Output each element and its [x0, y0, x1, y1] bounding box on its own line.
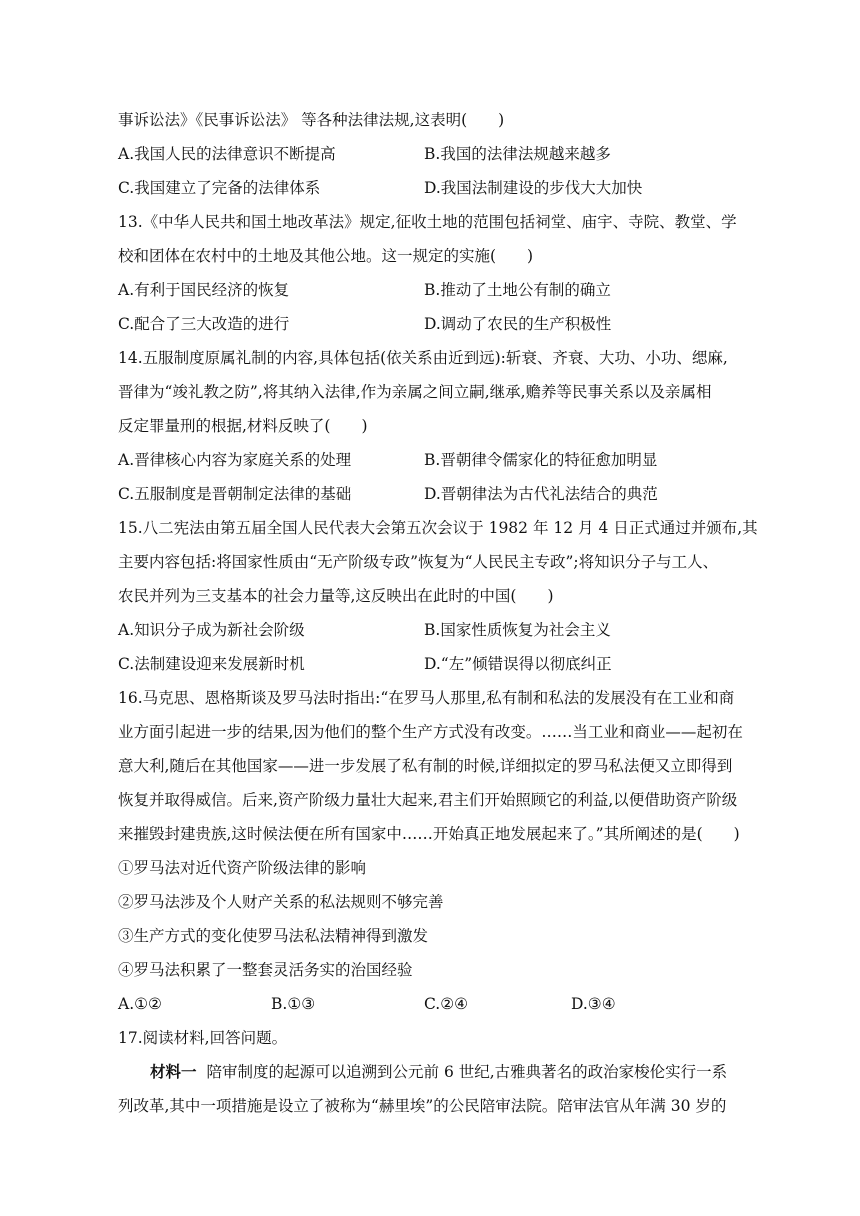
q14-stem-line-3: 反定罪量刑的根据,材料反映了( )	[118, 417, 368, 435]
q12-option-a: A.我国人民的法律意识不断提高	[118, 145, 336, 163]
q17-material-line-2: 列改革,其中一项措施是设立了被称为“赫里埃”的公民陪审法院。陪审法官从年满 30 岁的	[118, 1097, 727, 1115]
q14-option-c: C.五服制度是晋朝制定法律的基础	[118, 485, 352, 503]
q16-stem-line-4: 恢复并取得威信。后来,资产阶级力量壮大起来,君主们开始照顾它的利益,以便借助资产阶级	[118, 791, 738, 809]
q13-option-d: D.调动了农民的生产积极性	[424, 315, 612, 333]
q14-stem-line-1: 14.五服制度原属礼制的内容,具体包括(依关系由近到远):斩衰、齐衰、大功、小功、缌麻,	[118, 349, 728, 367]
q13-stem-line-1: 13.《中华人民共和国土地改革法》规定,征收土地的范围包括祠堂、庙宇、寺院、教堂、学	[118, 213, 737, 231]
q16-stem-line-3: 意大利,随后在其他国家——进一步发展了私有制的时候,详细拟定的罗马私法便又立即得到	[118, 757, 733, 775]
q16-item-3: ③生产方式的变化使罗马法私法精神得到激发	[118, 927, 429, 945]
q16-stem-line-5: 来摧毁封建贵族,这时候法便在所有国家中……开始真正地发展起来了。”其所阐述的是( )	[118, 825, 740, 843]
q15-stem-line-2: 主要内容包括:将国家性质由“无产阶级专政”恢复为“人民民主专政”;将知识分子与工人、	[118, 553, 719, 571]
q17-title: 17.阅读材料,回答问题。	[118, 1029, 288, 1047]
q14-option-b: B.晋朝律令儒家化的特征愈加明显	[424, 451, 658, 469]
q12-stem-tail: 事诉讼法》《民事诉讼法》 等各种法律法规,这表明( )	[118, 111, 505, 129]
q14-stem-line-2: 晋律为“竣礼教之防”,将其纳入法律,作为亲属之间立嗣,继承,赡养等民事关系以及亲属相	[118, 383, 712, 401]
q13-option-a: A.有利于国民经济的恢复	[118, 281, 290, 299]
q13-option-c: C.配合了三大改造的进行	[118, 315, 290, 333]
q15-stem-line-3: 农民并列为三支基本的社会力量等,这反映出在此时的中国( )	[118, 587, 554, 605]
q14-option-d: D.晋朝律法为古代礼法结合的典范	[424, 485, 658, 503]
q15-option-c: C.法制建设迎来发展新时机	[118, 655, 305, 673]
q15-stem-line-1: 15.八二宪法由第五届全国人民代表大会第五次会议于 1982 年 12 月 4 日正式通过并颁布,其	[118, 519, 758, 537]
q12-option-c: C.我国建立了完备的法律体系	[118, 179, 321, 197]
q17-material-text-1: 陪审制度的起源可以追溯到公元前 6 世纪,古雅典著名的政治家梭伦实行一系	[206, 1063, 728, 1081]
q16-item-2: ②罗马法涉及个人财产关系的私法规则不够完善	[118, 893, 444, 911]
q17-material-line-1	[150, 1061, 727, 1083]
q15-option-b: B.国家性质恢复为社会主义	[424, 621, 611, 639]
q16-option-b: B.①③	[271, 995, 316, 1013]
q13-option-b: B.推动了土地公有制的确立	[424, 281, 611, 299]
q16-item-4: ④罗马法积累了一整套灵活务实的治国经验	[118, 961, 413, 979]
q12-option-b: B.我国的法律法规越来越多	[424, 145, 611, 163]
q16-stem-line-2: 业方面引起进一步的结果,因为他们的整个生产方式没有改变。……当工业和商业——起初在	[118, 723, 743, 741]
q17-material-label: 材料一	[150, 1062, 197, 1081]
q13-stem-line-2: 校和团体在农村中的土地及其他公地。这一规定的实施( )	[118, 247, 534, 265]
q15-option-d: D.“左”倾错误得以彻底纠正	[424, 655, 612, 673]
q16-item-1: ①罗马法对近代资产阶级法律的影响	[118, 859, 367, 877]
q16-option-d: D.③④	[571, 995, 616, 1013]
q15-option-a: A.知识分子成为新社会阶级	[118, 621, 305, 639]
q16-option-a: A.①②	[118, 995, 162, 1013]
q14-option-a: A.晋律核心内容为家庭关系的处理	[118, 451, 352, 469]
q16-option-c: C.②④	[424, 995, 469, 1013]
q16-stem-line-1: 16.马克思、恩格斯谈及罗马法时指出:“在罗马人那里,私有制和私法的发展没有在工业和商	[118, 689, 735, 707]
q12-option-d: D.我国法制建设的步伐大大加快	[424, 179, 643, 197]
